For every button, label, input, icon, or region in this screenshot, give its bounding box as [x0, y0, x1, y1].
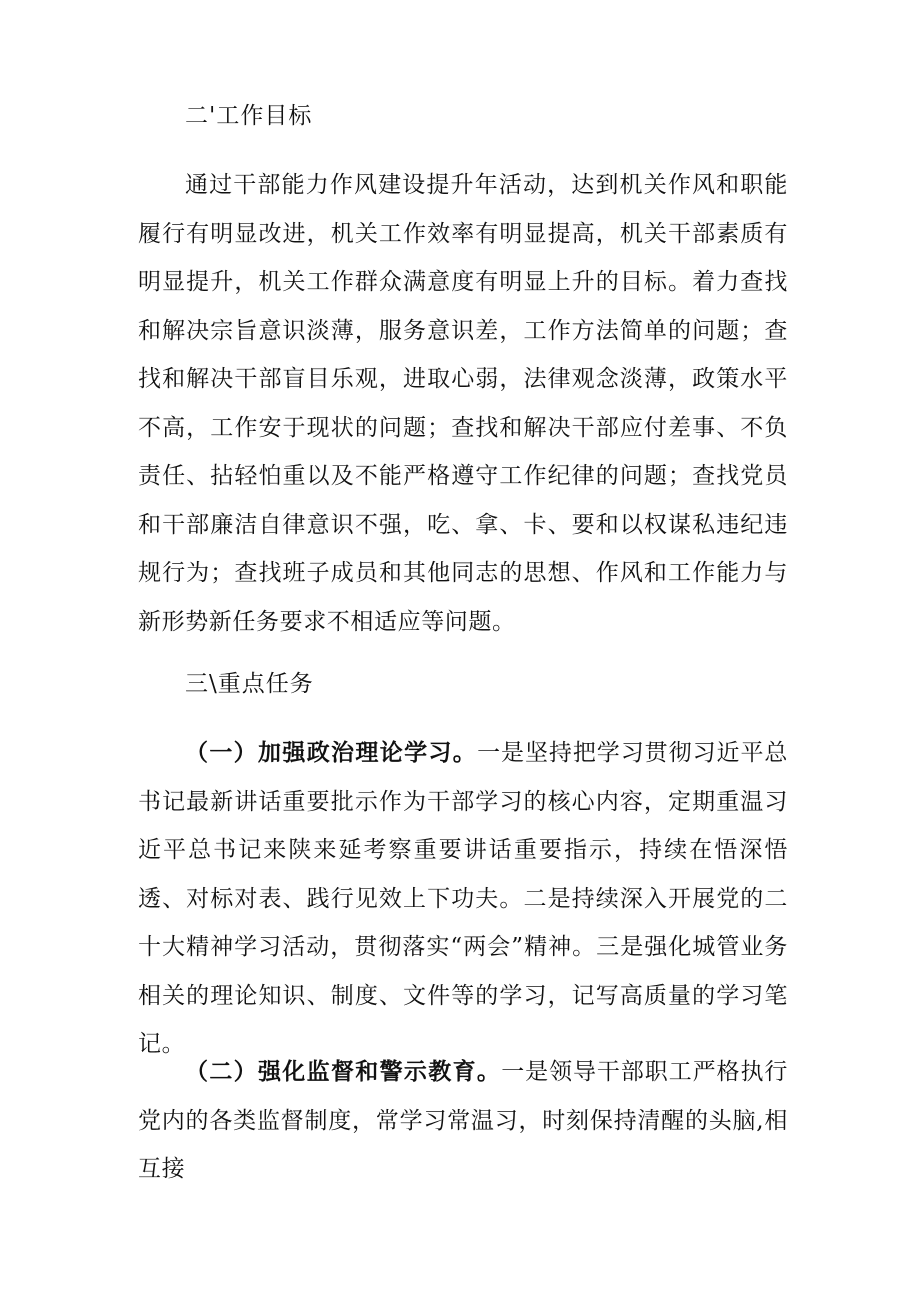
task-item-1-body: 一是坚持把学习贯彻习近平总书记最新讲话重要批示作为干部学习的核心内容，定期重温习近平总书记来陕来延考察重要讲话重要指示，持续在悟深悟透、对标对表、践行见效上下功夫。二是持续深入开展党的二十大精神学习活动，贯彻落实“两会”精神。三是强化城管业务相关的理论知识、制度、文件等的学习，记写高质量的学习笔记。: [138, 740, 788, 1057]
section-heading-key-tasks: 三\重点任务: [185, 671, 314, 697]
task-item-1: [138, 729, 788, 1069]
goals-paragraph: 通过干部能力作风建设提升年活动，达到机关作风和职能履行有明显改进，机关工作效率有明显提高，机关干部素质有明显提升，机关工作群众满意度有明显上升的目标。着力查找和解决宗旨意识淡薄，服务意识差，工作方法简单的问题；查找和解决干部盲目乐观，进取心弱，法律观念淡薄，政策水平不高，工作安于现状的问题；查找和解决干部应付差事、不负责任、拈轻怕重以及不能严格遵守工作纪律的问题；查找党员和干部廉洁自律意识不强，吃、拿、卡、要和以权谋私违纪违规行为；查找班子成员和其他同志的思想、作风和工作能力与新形势新任务要求不相适应等问题。: [138, 172, 788, 635]
task-item-2-body: 一是领导干部职工严格执行党内的各类监督制度，常学习常温习，时刻保持清醒的头脑,相互接: [138, 1059, 789, 1182]
task-item-2: [138, 1048, 788, 1194]
section-heading-goals: 二'工作目标: [185, 103, 313, 129]
task-item-1-title: （一）加强政治理论学习。: [185, 739, 478, 766]
task-item-2-title: （二）强化监督和警示教育。: [185, 1058, 502, 1085]
